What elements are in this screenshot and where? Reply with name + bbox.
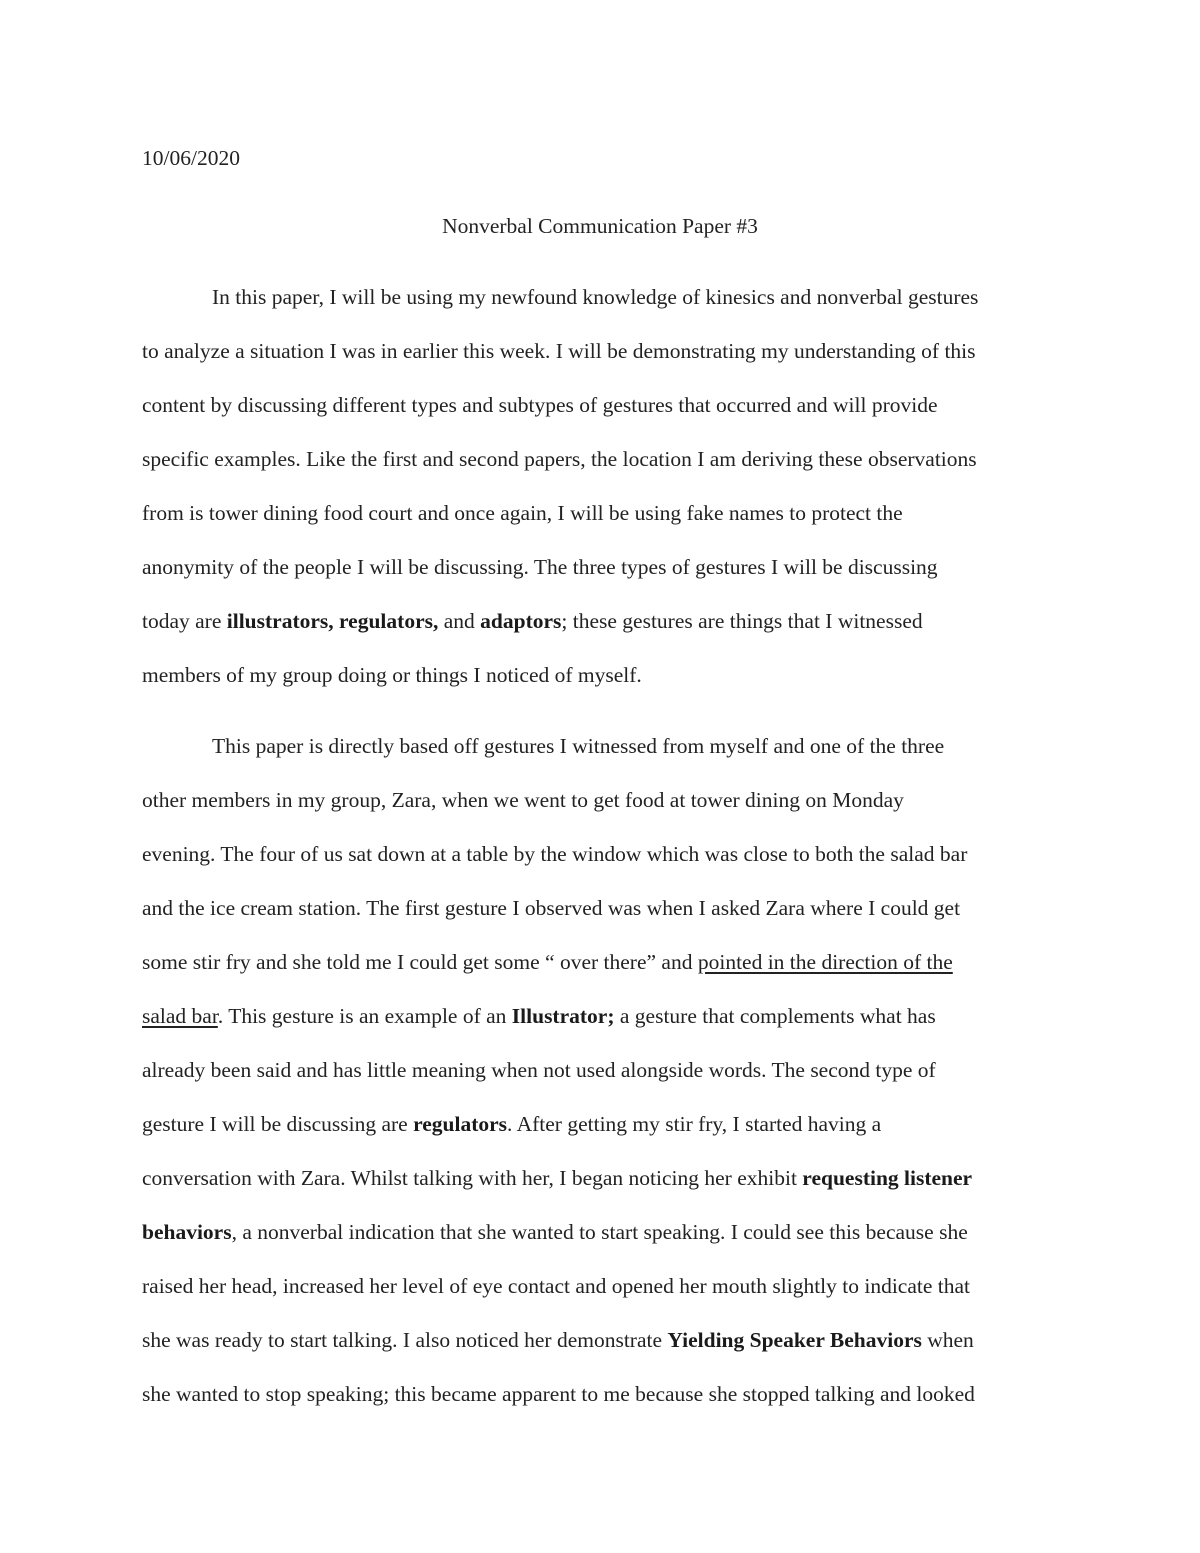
paragraph-1-line-1: In this paper, I will be using my newfound knowledge of kinesics and nonverbal gestures bbox=[212, 285, 979, 309]
text-run: ; these gestures are things that I witnessed bbox=[561, 609, 923, 633]
paragraph-2-line-9 bbox=[142, 1163, 1062, 1193]
underlined-phrase: salad bar bbox=[142, 1004, 218, 1028]
bold-term-illustrators-regulators: illustrators, regulators, bbox=[226, 609, 439, 633]
paragraph-2-line-13: she wanted to stop speaking; this became apparent to me because she stopped talking and looked bbox=[142, 1382, 975, 1406]
bold-term-regulators: regulators bbox=[413, 1112, 508, 1136]
bold-term-adaptors: adaptors bbox=[480, 609, 562, 633]
paragraph-1-line-3: content by discussing different types and subtypes of gestures that occurred and will provide bbox=[142, 393, 938, 417]
text-run: some stir fry and she told me I could get some “ over there” and bbox=[142, 950, 698, 974]
paragraph-2-line-10 bbox=[142, 1217, 1062, 1247]
bold-term-requesting-listener: requesting listener bbox=[802, 1166, 973, 1190]
text-run: . After getting my stir fry, I started having a bbox=[507, 1112, 882, 1136]
paragraph-2-line-12 bbox=[142, 1325, 1062, 1355]
paragraph-2-line-6 bbox=[142, 1001, 1062, 1031]
bold-term-illustrator: Illustrator; bbox=[511, 1004, 615, 1028]
text-run: and bbox=[438, 609, 481, 633]
paragraph-1-line-7 bbox=[142, 606, 1062, 636]
paragraph-2-line-5 bbox=[142, 947, 1062, 977]
bold-term-yielding-speaker-behaviors: Yielding Speaker Behaviors bbox=[667, 1328, 922, 1352]
paragraph-2-line-3: evening. The four of us sat down at a table by the window which was close to both the salad bar bbox=[142, 842, 968, 866]
text-run: , a nonverbal indication that she wanted to start speaking. I could see this because she bbox=[231, 1220, 968, 1244]
paragraph-2-line-11: raised her head, increased her level of eye contact and opened her mouth slightly to indicate that bbox=[142, 1274, 971, 1298]
paragraph-2-line-7: already been said and has little meaning when not used alongside words. The second type of bbox=[142, 1058, 936, 1082]
text-run: when bbox=[921, 1328, 974, 1352]
paragraph-1-line-2: to analyze a situation I was in earlier this week. I will be demonstrating my understanding of this bbox=[142, 339, 976, 363]
bold-term-behaviors: behaviors bbox=[142, 1220, 232, 1244]
text-run: a gesture that complements what has bbox=[614, 1004, 936, 1028]
text-run: today are bbox=[142, 609, 227, 633]
paragraph-1-line-5: from is tower dining food court and once again, I will be using fake names to protect the bbox=[142, 501, 903, 525]
paragraph-2-line-4: and the ice cream station. The first gesture I observed was when I asked Zara where I could get bbox=[142, 896, 961, 920]
paragraph-2-line-8 bbox=[142, 1109, 1062, 1139]
document-date: 10/06/2020 bbox=[142, 146, 240, 170]
text-run: . This gesture is an example of an bbox=[217, 1004, 512, 1028]
text-run: she was ready to start talking. I also noticed her demonstrate bbox=[142, 1328, 668, 1352]
text-run: gesture I will be discussing are bbox=[142, 1112, 414, 1136]
paragraph-2-line-1: This paper is directly based off gestures I witnessed from myself and one of the three bbox=[212, 734, 945, 758]
paragraph-1-line-8: members of my group doing or things I noticed of myself. bbox=[142, 663, 642, 687]
underlined-phrase: pointed in the direction of the bbox=[697, 950, 953, 974]
text-run: conversation with Zara. Whilst talking with her, I began noticing her exhibit bbox=[142, 1166, 803, 1190]
paragraph-2-line-2: other members in my group, Zara, when we went to get food at tower dining on Monday bbox=[142, 788, 904, 812]
paragraph-1-line-6: anonymity of the people I will be discussing. The three types of gestures I will be discussing bbox=[142, 555, 938, 579]
document-title: Nonverbal Communication Paper #3 bbox=[442, 214, 758, 238]
paragraph-1-line-4: specific examples. Like the first and second papers, the location I am deriving these observations bbox=[142, 447, 977, 471]
